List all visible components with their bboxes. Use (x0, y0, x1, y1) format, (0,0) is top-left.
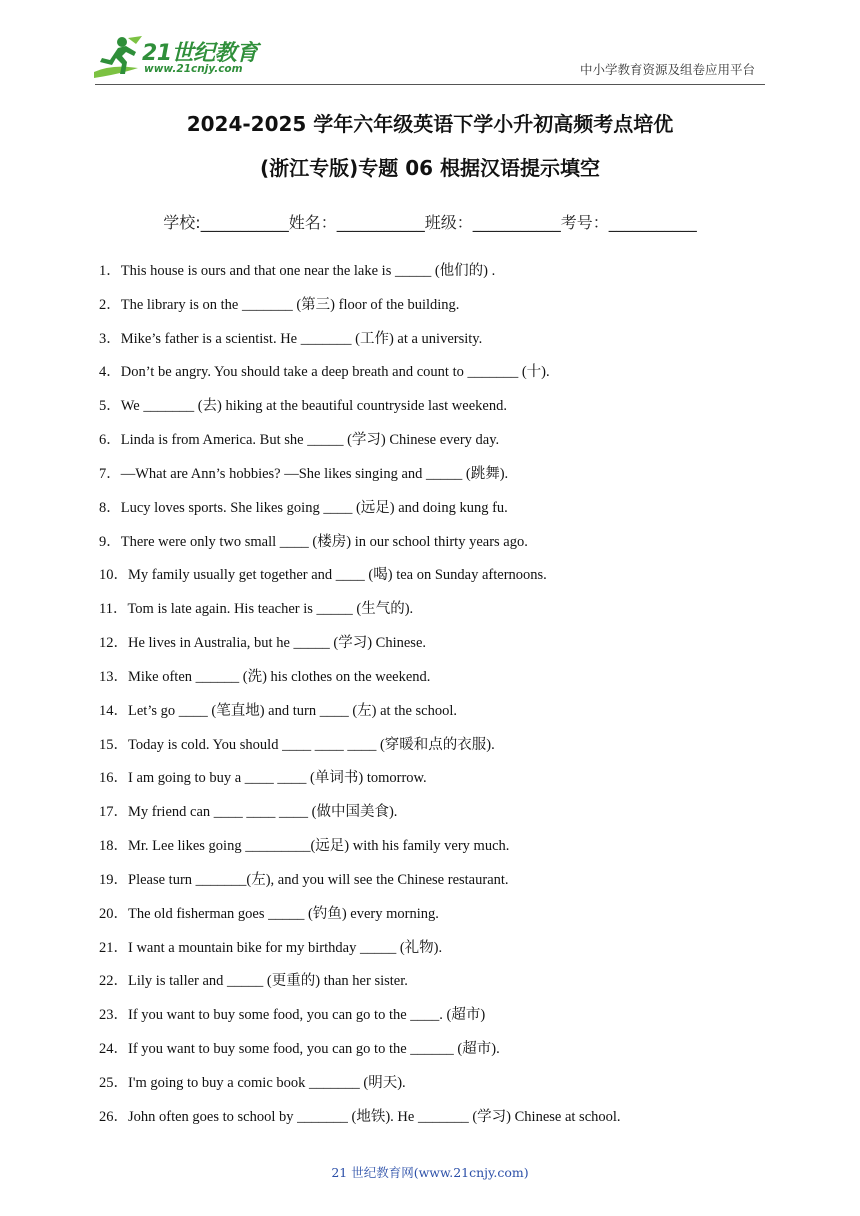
question-item: 6．Linda is from America. But she _____ (学习) Chinese every day. (99, 432, 500, 449)
question-item: 2．The library is on the _______ (第三) floor of the building. (99, 296, 460, 313)
document-title-line-2: (浙江专版)专题 06 根据汉语提示填空 (259, 156, 601, 180)
question-item: 5．We _______ (去) hiking at the beautiful countryside last weekend. (99, 398, 507, 415)
question-item: 21．I want a mountain bike for my birthday _____ (礼物). (99, 939, 443, 956)
runner-logo-icon (92, 34, 144, 80)
question-item: 19．Please turn _______(左), and you will see the Chinese restaurant. (99, 871, 509, 888)
student-info-line: 学校:___________姓名：___________班级：___________考号：___________ (163, 213, 697, 232)
footer-link[interactable]: 21 世纪教育网(www.21cnjy.com) (331, 1165, 529, 1180)
question-item: 25．I'm going to buy a comic book _______ (明天). (99, 1074, 406, 1091)
question-list (99, 255, 779, 1135)
page-header (0, 0, 860, 90)
question-item: 16．I am going to buy a ____ ____ (单词书) tomorrow. (99, 770, 427, 787)
question-item: 20．The old fisherman goes _____ (钓鱼) every morning. (99, 905, 439, 922)
question-item: 14．Let’s go ____ (笔直地) and turn ____ (左) at the school. (99, 702, 458, 719)
question-item: 26．John often goes to school by _______ (地铁). He _______ (学习) Chinese at school. (99, 1108, 621, 1125)
question-item: 9．There were only two small ____ (楼房) in our school thirty years ago. (99, 533, 528, 550)
question-item: 15．Today is cold. You should ____ ____ ____ (穿暖和点的衣服). (99, 736, 495, 753)
question-item: 18．Mr. Lee likes going _________(远足) with his family very much. (99, 838, 510, 855)
question-item: 3．Mike’s father is a scientist. He _______ (工作) at a university. (99, 330, 483, 347)
question-item: 17．My friend can ____ ____ ____ (做中国美食). (99, 804, 398, 821)
document-title-line-1: 2024-2025 学年六年级英语下学小升初高频考点培优 (186, 112, 674, 136)
question-item: 10．My family usually get together and ____ (喝) tea on Sunday afternoons. (99, 567, 547, 584)
logo-url: www.21cnjy.com (144, 63, 243, 75)
question-item: 13．Mike often ______ (洗) his clothes on the weekend. (99, 668, 431, 685)
question-item: 1．This house is ours and that one near the lake is _____ (他们的) . (99, 263, 496, 279)
question-item: 11．Tom is late again. His teacher is _____ (生气的). (99, 601, 414, 618)
site-logo[interactable] (92, 34, 262, 80)
question-item: 22．Lily is taller and _____ (更重的) than her sister. (99, 973, 408, 990)
question-item: 8．Lucy loves sports. She likes going ____ (远足) and doing kung fu. (99, 499, 508, 516)
platform-label: 中小学教育资源及组卷应用平台 (579, 62, 755, 77)
header-divider (95, 84, 765, 85)
question-item: 23．If you want to buy some food, you can go to the ____. (超市) (99, 1007, 486, 1024)
question-item: 4．Don’t be angry. You should take a deep breath and count to _______ (十). (99, 364, 550, 381)
question-item: 24．If you want to buy some food, you can go to the ______ (超市). (99, 1041, 500, 1058)
logo-text: 21世纪教育 (142, 41, 258, 66)
question-item: 7．—What are Ann’s hobbies? —She likes singing and _____ (跳舞). (99, 465, 509, 482)
question-item: 12．He lives in Australia, but he _____ (学习) Chinese. (99, 635, 427, 652)
